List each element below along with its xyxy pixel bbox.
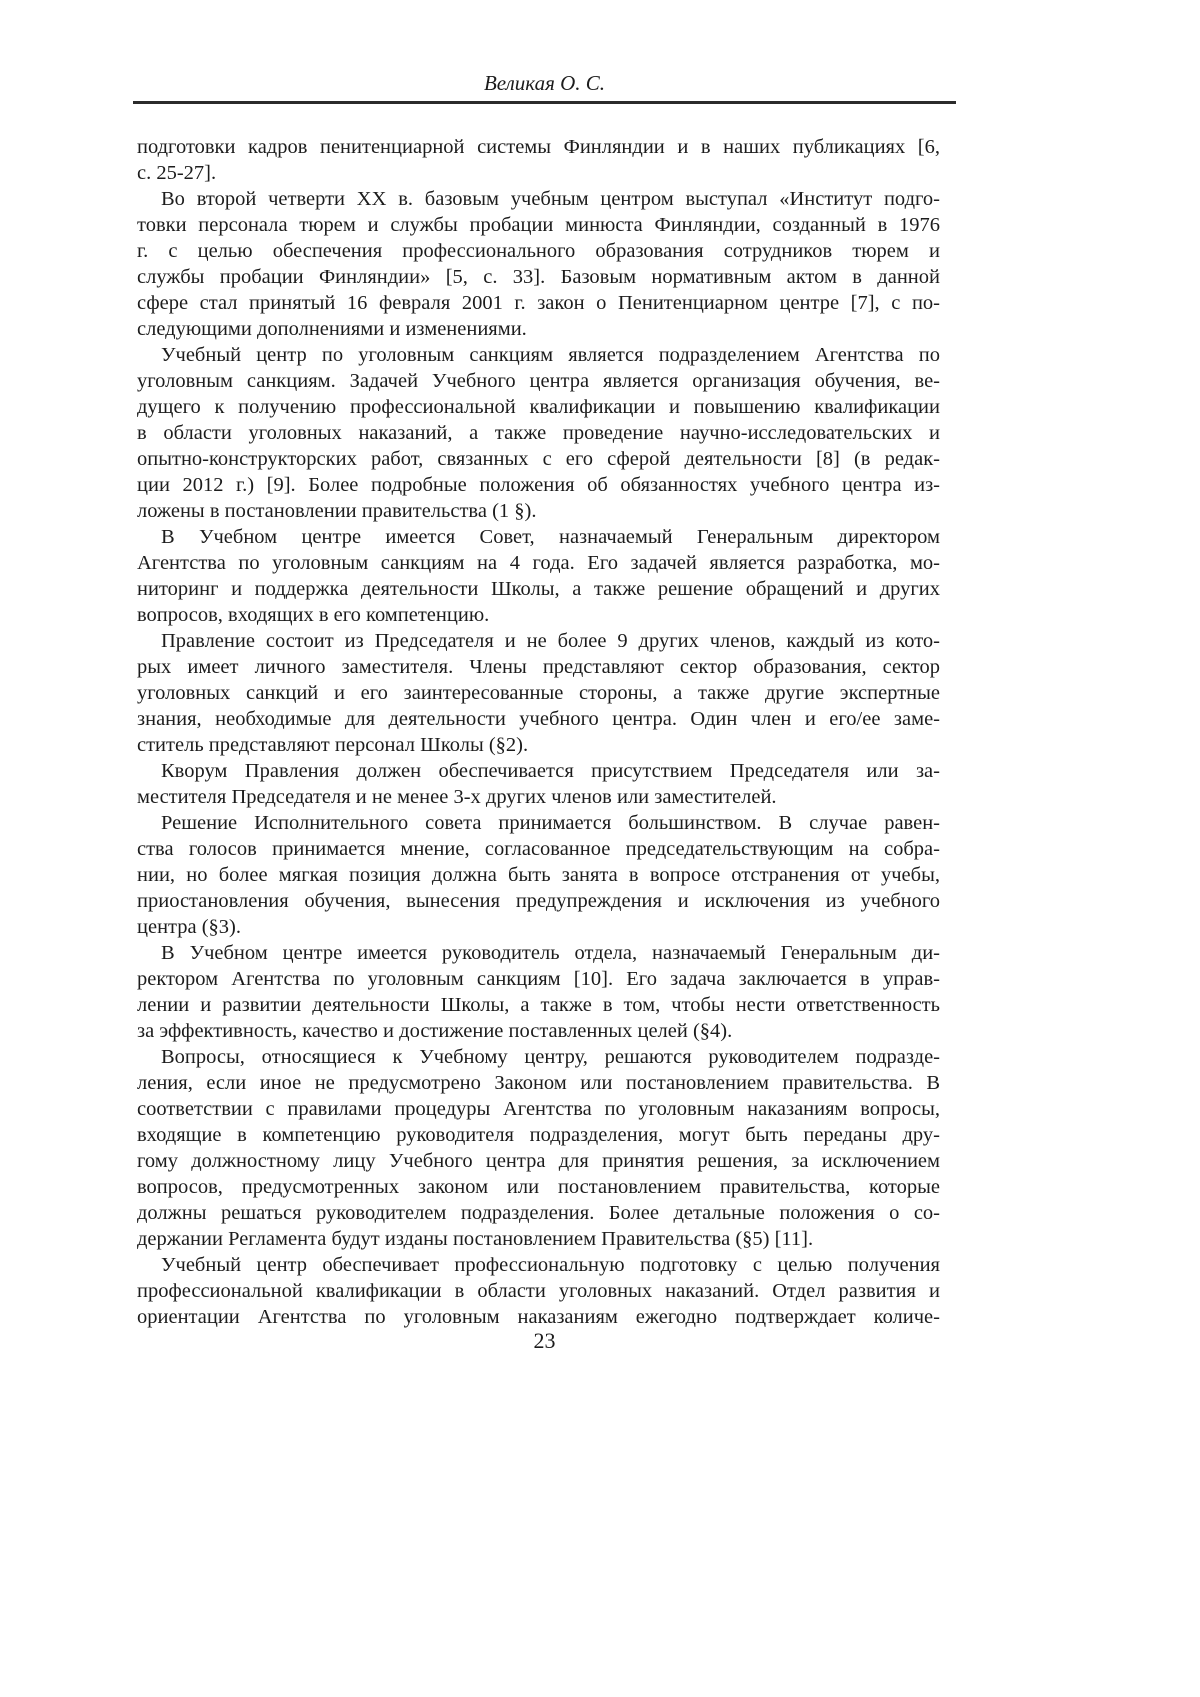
text-line: с. 25-27]. [137,162,217,184]
text-line: ции 2012 г.) [9]. Более подробные положения об обязанностях учебного центра из- [137,474,940,496]
text-line: ректором Агентства по уголовным санкциям [10]. Его задача заключается в управ- [137,968,940,990]
paragraph [137,342,940,524]
paragraph [137,1252,940,1330]
article-body [137,134,940,1330]
text-line: В Учебном центре имеется Совет, назначаемый Генеральным директором [161,526,940,548]
text-line: уголовным санкциям. Задачей Учебного центра является организация обучения, ве- [137,370,940,392]
text-line: за эффективность, качество и достижение поставленных целей (§4). [137,1020,733,1042]
paragraph [137,758,940,810]
text-line: ства голосов принимается мнение, согласованное председательствующим на собра- [137,838,940,860]
text-line: подготовки кадров пенитенциарной системы Финляндии и в наших публикациях [6, [137,136,940,158]
text-line: Учебный центр обеспечивает профессиональную подготовку с целью получения [161,1254,940,1276]
text-line: товки персонала тюрем и службы пробации минюста Финляндии, созданный в 1976 [137,214,940,236]
text-line: следующими дополнениями и изменениями. [137,318,527,340]
text-line: г. с целью обеспечения профессионального образования сотрудников тюрем и [137,240,940,262]
text-line: Вопросы, относящиеся к Учебному центру, решаются руководителем подразде- [161,1046,940,1068]
text-line: Агентства по уголовным санкциям на 4 года. Его задачей является разработка, мо- [137,552,940,574]
text-line: ления, если иное не предусмотрено Законом или постановлением правительства. В [137,1072,940,1094]
text-line: В Учебном центре имеется руководитель отдела, назначаемый Генеральным ди- [161,942,940,964]
text-line: ниторинг и поддержка деятельности Школы, а также решение обращений и других [137,578,940,600]
text-line: опытно-конструкторских работ, связанных с его сферой деятельности [8] (в редак- [137,448,940,470]
text-line: Кворум Правления должен обеспечивается присутствием Председателя или за- [161,760,940,782]
text-line: Во второй четверти XX в. базовым учебным центром выступал «Институт подго- [161,188,940,210]
text-line: лении и развитии деятельности Школы, а также в том, чтобы нести ответственность [137,994,940,1016]
text-line: Решение Исполнительного совета принимается большинством. В случае равен- [161,812,940,834]
text-line: местителя Председателя и не менее 3-х других членов или заместителей. [137,786,777,808]
running-head-author: Великая О. С. [483,71,606,95]
text-line: ориентации Агентства по уголовным наказаниям ежегодно подтверждает количе- [137,1306,940,1328]
text-line: ститель представляют персонал Школы (§2). [137,734,529,756]
text-line: Учебный центр по уголовным санкциям является подразделением Агентства по [161,344,940,366]
text-line: вопросов, входящих в его компетенцию. [137,604,490,626]
text-line: вопросов, предусмотренных законом или постановлением правительства, которые [137,1176,940,1198]
text-line: входящие в компетенцию руководителя подразделения, могут быть переданы дру- [137,1124,940,1146]
paragraph [137,940,940,1044]
paragraph [137,186,940,342]
text-line: знания, необходимые для деятельности учебного центра. Один член и его/ее заме- [137,708,940,730]
text-line: приостановления обучения, вынесения предупреждения и исключения из учебного [137,890,940,912]
text-line: должны решаться руководителем подразделения. Более детальные положения о со- [137,1202,940,1224]
paragraph [137,524,940,628]
text-line: держании Регламента будут изданы постановлением Правительства (§5) [11]. [137,1228,814,1250]
paragraph [137,134,940,186]
text-line: Правление состоит из Председателя и не более 9 других членов, каждый из кото- [161,630,940,652]
text-line: дущего к получению профессиональной квалификации и повышению квалификации [137,396,940,418]
page-number: 23 [533,1328,556,1353]
text-line: профессиональной квалификации в области уголовных наказаний. Отдел развития и [137,1280,940,1302]
text-line: соответствии с правилами процедуры Агентства по уголовным наказаниям вопросы, [137,1098,940,1120]
text-line: уголовных санкций и его заинтересованные стороны, а также другие экспертные [137,682,940,704]
text-line: службы пробации Финляндии» [5, с. 33]. Базовым нормативным актом в данной [137,266,940,288]
text-line: сфере стал принятый 16 февраля 2001 г. закон о Пенитенциарном центре [7], с по- [137,292,940,314]
text-line: нии, но более мягкая позиция должна быть занята в вопросе отстранения от учебы, [137,864,940,886]
text-line: центра (§3). [137,916,242,938]
text-line: рых имеет личного заместителя. Члены представляют сектор образования, сектор [137,656,940,678]
paragraph [137,810,940,940]
header-rule [133,101,956,104]
text-line: гому должностному лицу Учебного центра для принятия решения, за исключением [137,1150,940,1172]
paragraph [137,628,940,758]
text-line: в области уголовных наказаний, а также проведение научно-исследовательских и [137,422,940,444]
text-line: ложены в постановлении правительства (1 §). [137,500,537,522]
paragraph [137,1044,940,1252]
